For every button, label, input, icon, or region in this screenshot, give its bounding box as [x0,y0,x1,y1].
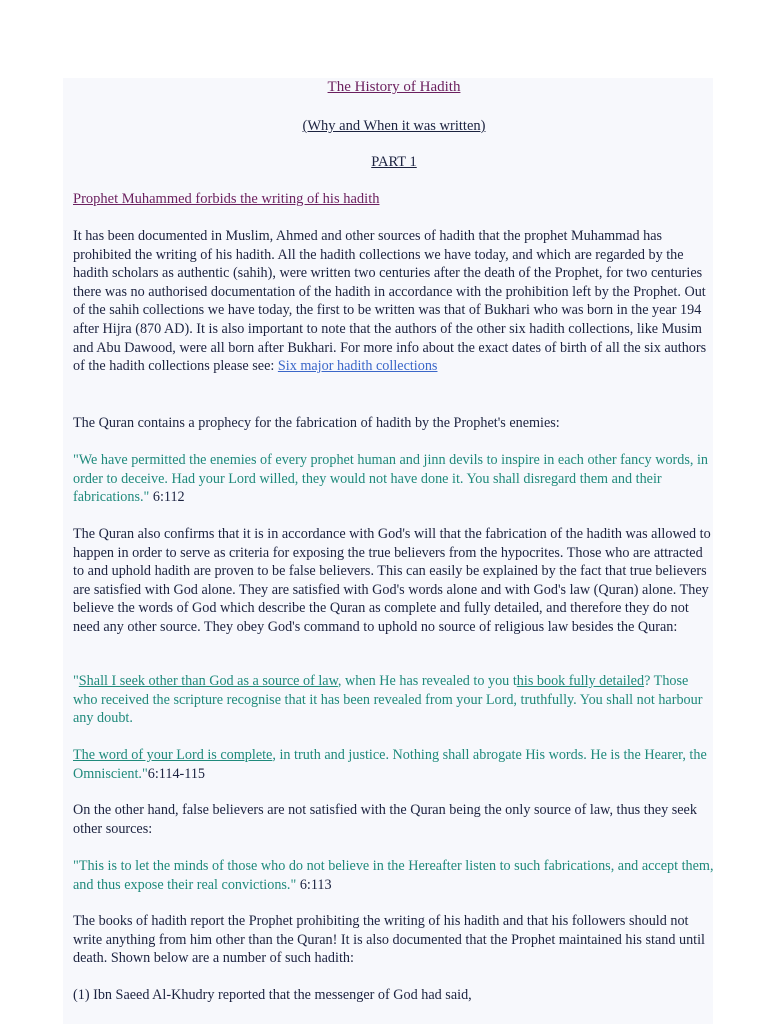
quote-6-113-ref: 6:113 [296,876,332,893]
paragraph-1-text: It has been documented in Muslim, Ahmed and other sources of hadith that the prophet Muhammad has prohibited the writing of his hadith. All the hadith collections we have today, and which are regarded by the hadith scholars as authentic (sahih), were written two centuries after the death of the Prophet, for two centuries there was no authorised documentation of the hadith in accordance with the prohibition left by the Prophet. Out of the sahih collections we have today, the first to be written was that of Bukhari who was born in the year 194 after Hijra (870 AD). It is also important to note that the authors of the other six hadith collections, like Musim and Abu Dawood, were all born after Bukhari. For more info about the exact dates of birth of all the six authors of the hadith collections please see: [73,228,707,375]
quote-6-113-text: "This is to let the minds of those who do not believe in the Hereafter listen to such fabrications, and accept them, and thus expose their real convictions." [73,858,714,893]
quote-6-114-open: " [73,673,79,689]
quote-6-113 [73,857,715,894]
document-page [63,78,713,1024]
section-heading[interactable]: Prophet Muhammed forbids the writing of his hadith [73,191,380,207]
page-subtitle: (Why and When it was written) [302,118,486,134]
paragraph-2: The Quran contains a prophecy for the fabrication of hadith by the Prophet's enemies: [73,415,560,431]
quote-6-115-link[interactable]: The word of your Lord is complete [73,747,273,763]
quote-6-114-link-2[interactable]: his book fully detailed [516,673,645,689]
paragraph-5: The books of hadith report the Prophet prohibiting the writing of his hadith and that his followers should not write anything from him other than the Quran! It is also documented that the Prophet maintained his stand until death. Shown below are a number of such hadith: [73,913,705,967]
paragraph-1 [73,227,715,376]
quote-6-112-ref: 6:112 [149,489,185,506]
quote-6-115 [73,746,715,783]
paragraph-6: (1) Ibn Saeed Al-Khudry reported that the messenger of God had said, [73,987,472,1003]
quote-6-112 [73,451,715,507]
quote-6-114-link-1[interactable]: Shall I seek other than God as a source of law [78,673,338,689]
quote-6-115-text: , in truth and justice. Nothing shall abrogate His words. He is the Hearer, the Omniscient." [73,747,707,782]
quote-6-112-text: "We have permitted the enemies of every prophet human and jinn devils to inspire in each other fancy words, in order to deceive. Had your Lord willed, they would not have done it. You shall disregard them and their fabrications." [73,452,709,506]
quote-6-115-ref: 6:114-115 [147,765,206,782]
quote-6-114-mid: , when He has revealed to you t [337,673,517,689]
quote-6-114-rest: ? Those who received the scripture recognise that it has been revealed from your Lord, truthfully. You shall not harbour any doubt. [73,673,703,727]
paragraph-3: The Quran also confirms that it is in accordance with God's will that the fabrication of the hadith was allowed to happen in order to serve as criteria for exposing the true believers from the hypocrites. Those who are attracted to and uphold hadith are proven to be false believers. This can easily be explained by the fact that true believers are satisfied with God alone. They are satisfied with God's words alone and with God's law (Quran) alone. They believe the words of God which describe the Quran as complete and fully detailed, and therefore they do not need any other source. They obey God's command to uphold no source of religious law besides the Quran: [73,526,711,635]
page-title[interactable]: The History of Hadith [327,79,461,95]
paragraph-4: On the other hand, false believers are not satisfied with the Quran being the only source of law, thus they seek other sources: [73,802,697,837]
quote-6-114 [73,672,715,728]
six-collections-link[interactable]: Six major hadith collections [277,358,438,375]
part-label: PART 1 [371,154,417,170]
